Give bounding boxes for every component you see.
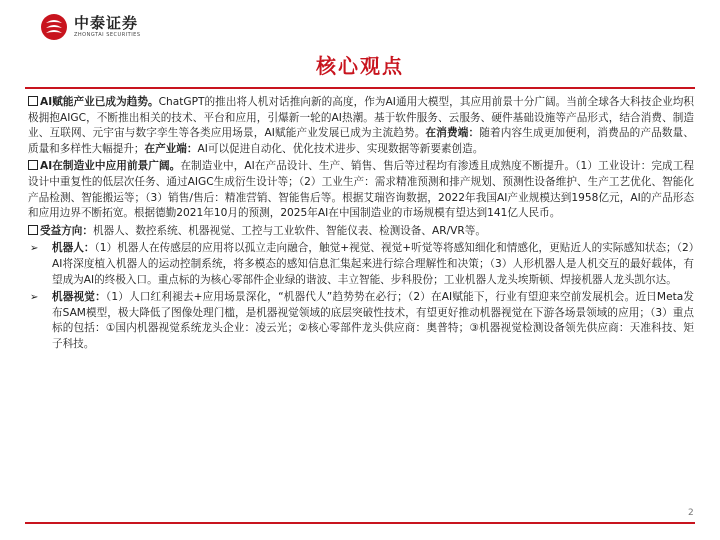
paragraph-label-consumer: 在消费端： bbox=[425, 127, 480, 140]
top-divider bbox=[25, 87, 695, 89]
bullet-lead: 机器视觉： bbox=[52, 291, 106, 304]
paragraph-lead: AI在制造业中应用前景广阔。 bbox=[40, 160, 181, 173]
content-body bbox=[28, 95, 694, 355]
arrow-bullet-icon: ➢ bbox=[30, 243, 39, 255]
square-bullet-icon bbox=[28, 225, 38, 235]
square-bullet-icon bbox=[28, 160, 38, 170]
bullet-robot bbox=[28, 241, 694, 288]
paragraph-manufacturing bbox=[28, 159, 694, 221]
page-title: 核心观点 bbox=[316, 54, 404, 78]
paragraph-text: AI可以促进自动化、优化技术进步、实现数据等新要素创造。 bbox=[197, 142, 484, 155]
company-logo bbox=[40, 12, 141, 42]
logo-mark-icon bbox=[40, 13, 68, 41]
paragraph-text: ChatGPT的推出将人机对话推向新的高度，作为AI通用大模型，其应用前景十分广阔。当前全球各大科技企业均积极拥抱AIGC，不断推出相关的技术、平台和应用，引爆新一轮的AI热潮。基于软件服务、云服务、硬件基础设施等产品形式，结合消费、制造业、互联网、元宇宙与数字孪生等各类应用场景，AI赋能产业发展已成为主流趋势。 bbox=[28, 96, 694, 140]
square-bullet-icon bbox=[28, 96, 38, 106]
paragraph-text: 机器人、数控系统、机器视觉、工控与工业软件、智能仪表、检测设备、AR/VR等。 bbox=[92, 224, 486, 237]
bottom-divider bbox=[25, 522, 695, 524]
bullet-text: （1）人口红利褪去+应用场景深化，“机器代人”趋势势在必行；（2）在AI赋能下，行业有望迎来空前发展机会。近日Meta发布SAM模型，极大降低了图像处理门槛，是机器视觉领域的底层突破性技术，有望更好推动机器视觉在下游各场景领域的应用；（3）重点标的包括：①国内机器视觉系统龙头企业：凌云光；②核心零部件龙头供应商：奥普特；③机器视觉检测设备领先供应商：天准科技、矩子科技。 bbox=[52, 291, 695, 350]
bullet-machine-vision bbox=[28, 290, 694, 352]
bullet-lead: 机器人： bbox=[52, 242, 95, 255]
paragraph-text: 在制造业中，AI在产品设计、生产、销售、售后等过程均有渗透且成熟度不断提升。（1）工业设计：完成工程设计中重复性的低层次任务、通过AIGC生成衍生设计等；（2）工业生产：需求精准预测和排产规划、预测性设备维护、生产工艺优化、智能化产品检测、智能搬运等；（3）销售/售后：精准营销、智能售后等。根据艾瑞咨询数据，2022年我国AI产业规模达到1958亿元，AI的产品形态和应用边界不断拓宽。根据德勤2021年10月的预测，2025年AI在中国制造业的市场规模有望达到141亿人民币。 bbox=[28, 160, 695, 220]
paragraph-beneficiaries bbox=[28, 224, 694, 240]
paragraph-text: 随着内容生成更加便利，消费品的产品数量、质量和多样性大幅提升； bbox=[28, 127, 695, 155]
logo-english-name: ZHONGTAI SECURITIES bbox=[74, 32, 141, 38]
bullet-text: （1）机器人在传感层的应用将以孤立走向融合，触觉+视觉、视觉+听觉等将感知细化和情感化，更贴近人的实际感知状态；（2）AI将深度植入机器人的运动控制系统，将多模态的感知信息汇集起来进行综合理解性和决策；（3）人形机器人是人机交互的最好载体，有望成为AI的终极入口。重点标的为核心零部件企业绿的谐波、丰立智能、步科股份；工业机器人龙头埃斯顿、焊接机器人龙头凯尔达。 bbox=[52, 242, 695, 286]
paragraph-lead: AI赋能产业已成为趋势。 bbox=[40, 96, 159, 108]
paragraph-ai-trend bbox=[28, 95, 694, 157]
page-number: 2 bbox=[688, 508, 694, 518]
logo-chinese-name: 中泰证券 bbox=[74, 14, 139, 32]
arrow-bullet-icon: ➢ bbox=[30, 292, 39, 304]
paragraph-lead: 受益方向： bbox=[40, 224, 93, 237]
paragraph-label-industry: 在产业端： bbox=[144, 142, 198, 155]
